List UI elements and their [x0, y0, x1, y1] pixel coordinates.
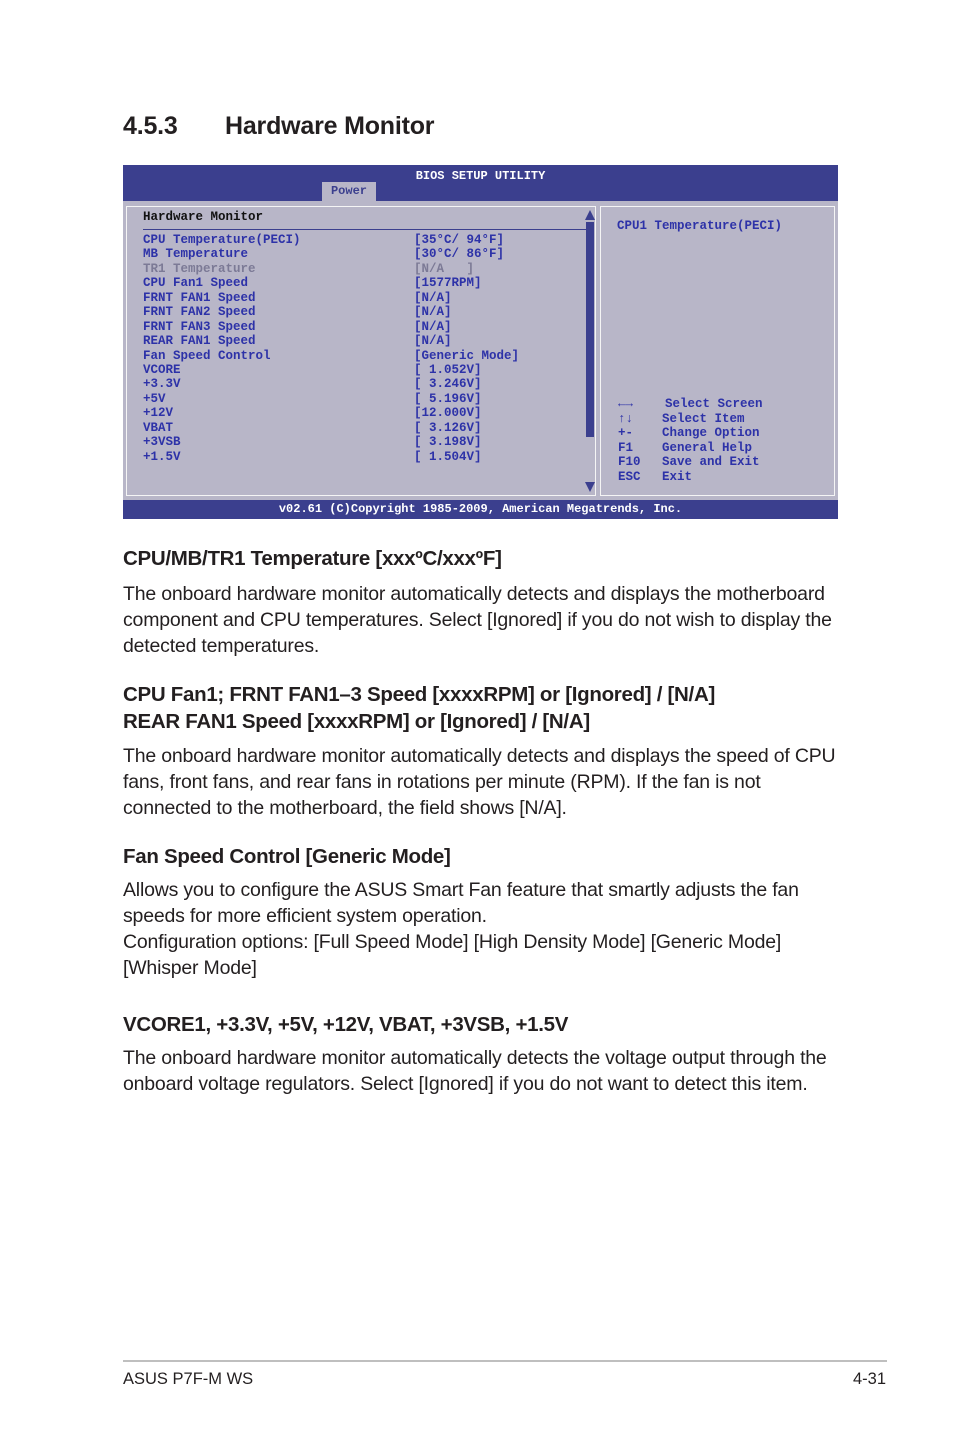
bios-key-description: Select Screen — [665, 397, 763, 411]
bios-tab-power[interactable]: Power — [322, 182, 376, 201]
item-heading-rear-fan: REAR FAN1 Speed [xxxxRPM] or [Ignored] / [N/A] — [123, 710, 590, 733]
bios-setting-label: VBAT — [143, 420, 174, 435]
bios-key-description: Select Item — [662, 411, 745, 426]
bios-setting-value[interactable]: [ 1.504V] — [414, 449, 482, 464]
footer-page-number: 4-31 — [852, 1370, 886, 1388]
item-body-fan-options: Configuration options: [Full Speed Mode] [High Density Mode] [Generic Mode] [Whisper Mode] — [123, 931, 782, 979]
item-heading-fan-control: Fan Speed Control [Generic Mode] — [123, 845, 451, 868]
bios-setting-value[interactable]: [N/A] — [414, 334, 452, 349]
bios-setting-label: MB Temperature — [143, 247, 249, 262]
bios-setting-label: +1.5V — [143, 449, 181, 464]
bios-setting-value[interactable]: [ 3.198V] — [414, 435, 482, 450]
bios-setting-value[interactable]: [N/A ] — [414, 261, 475, 276]
item-heading-voltage: VCORE1, +3.3V, +5V, +12V, VBAT, +3VSB, +1.5V — [123, 1013, 569, 1036]
bios-divider — [143, 229, 587, 230]
item-heading-fan-speed: CPU Fan1; FRNT FAN1–3 Speed [xxxxRPM] or [Ignored] / [N/A] — [123, 683, 715, 706]
bios-header — [123, 165, 838, 201]
item-body-temperature: The onboard hardware monitor automatically detects and displays the motherboard component and CPU temperatures. Select [Ignored] if you do not wish to display the detected temperatures. — [123, 583, 832, 657]
bios-setting-value[interactable]: [1577RPM] — [414, 276, 482, 291]
bios-setting-value[interactable]: [ 1.052V] — [414, 362, 482, 377]
bios-help-text: CPU1 Temperature(PECI) — [617, 219, 783, 233]
bios-setting-value[interactable]: [Generic Mode] — [414, 348, 520, 363]
footer-divider — [123, 1360, 887, 1362]
bios-setting-label: CPU Fan1 Speed — [143, 276, 249, 291]
bios-setting-label: FRNT FAN1 Speed — [143, 290, 256, 305]
bios-setting-label: FRNT FAN2 Speed — [143, 305, 256, 320]
scroll-up-arrow-icon[interactable] — [585, 210, 595, 220]
bios-scrollbar[interactable] — [585, 210, 596, 493]
bios-key: ESC — [618, 469, 641, 484]
bios-key: +- — [618, 426, 634, 440]
bios-key-description: Change Option — [662, 426, 760, 440]
bios-setting-value[interactable]: [ 5.196V] — [414, 391, 482, 406]
bios-setting-label: +3VSB — [143, 435, 181, 450]
bios-footer: v02.61 (C)Copyright 1985-2009, American Megatrends, Inc. — [123, 500, 838, 519]
bios-setting-label: TR1 Temperature — [143, 261, 256, 276]
item-body-fan-control: Allows you to configure the ASUS Smart Fan feature that smartly adjusts the fan speeds for more efficient system operation. — [123, 879, 799, 927]
footer-product-name: ASUS P7F-M WS — [123, 1370, 254, 1388]
bios-key-description: Save and Exit — [662, 455, 760, 469]
scroll-thumb[interactable] — [586, 222, 594, 437]
bios-key-description: General Help — [662, 440, 753, 455]
item-heading-temperature: CPU/MB/TR1 Temperature [xxxºC/xxxºF] — [123, 547, 502, 570]
bios-setting-label: +5V — [143, 391, 166, 406]
bios-title: BIOS SETUP UTILITY — [415, 169, 546, 183]
bios-setting-value[interactable]: [N/A] — [414, 290, 452, 305]
bios-setting-label: Fan Speed Control — [143, 348, 271, 363]
bios-key: F1 — [618, 440, 634, 455]
bios-setting-value[interactable]: [ 3.246V] — [414, 377, 482, 392]
bios-setting-label: +12V — [143, 406, 174, 421]
section-heading: Hardware Monitor — [225, 112, 435, 140]
bios-setting-label: +3.3V — [143, 377, 181, 392]
bios-panel-heading: Hardware Monitor — [143, 210, 264, 224]
bios-setting-value[interactable]: [35°C/ 94°F] — [414, 233, 505, 247]
bios-screenshot — [123, 165, 838, 519]
bios-setting-label: REAR FAN1 Speed — [143, 334, 256, 349]
bios-setting-value[interactable]: [ 3.126V] — [414, 420, 482, 435]
bios-setting-label: VCORE — [143, 362, 181, 377]
bios-setting-label: CPU Temperature(PECI) — [143, 233, 301, 247]
scroll-down-arrow-icon[interactable] — [585, 482, 595, 492]
bios-settings-panel — [126, 206, 596, 496]
section-number: 4.5.3 — [123, 112, 178, 140]
bios-help-panel — [600, 206, 835, 496]
bios-key: ↑↓ — [618, 411, 634, 426]
bios-key-description: Exit — [662, 469, 693, 484]
bios-setting-label: FRNT FAN3 Speed — [143, 319, 256, 334]
item-body-voltage: The onboard hardware monitor automatically detects the voltage output through the onboard voltage regulators. Select [Ignored] if you do not want to detect this item. — [123, 1047, 827, 1095]
bios-key: F10 — [618, 455, 641, 469]
section-title — [123, 112, 434, 141]
bios-setting-value[interactable]: [N/A] — [414, 319, 452, 334]
bios-setting-value[interactable]: [N/A] — [414, 305, 452, 320]
bios-setting-value[interactable]: [12.000V] — [414, 406, 482, 421]
bios-setting-value[interactable]: [30°C/ 86°F] — [414, 247, 505, 262]
item-body-fan-speed: The onboard hardware monitor automatically detects and displays the speed of CPU fans, front fans, and rear fans in rotations per minute (RPM). If the fan is not connected to the motherboard, the field shows [N/A]. — [123, 745, 836, 819]
bios-key: ←→ — [618, 397, 634, 411]
